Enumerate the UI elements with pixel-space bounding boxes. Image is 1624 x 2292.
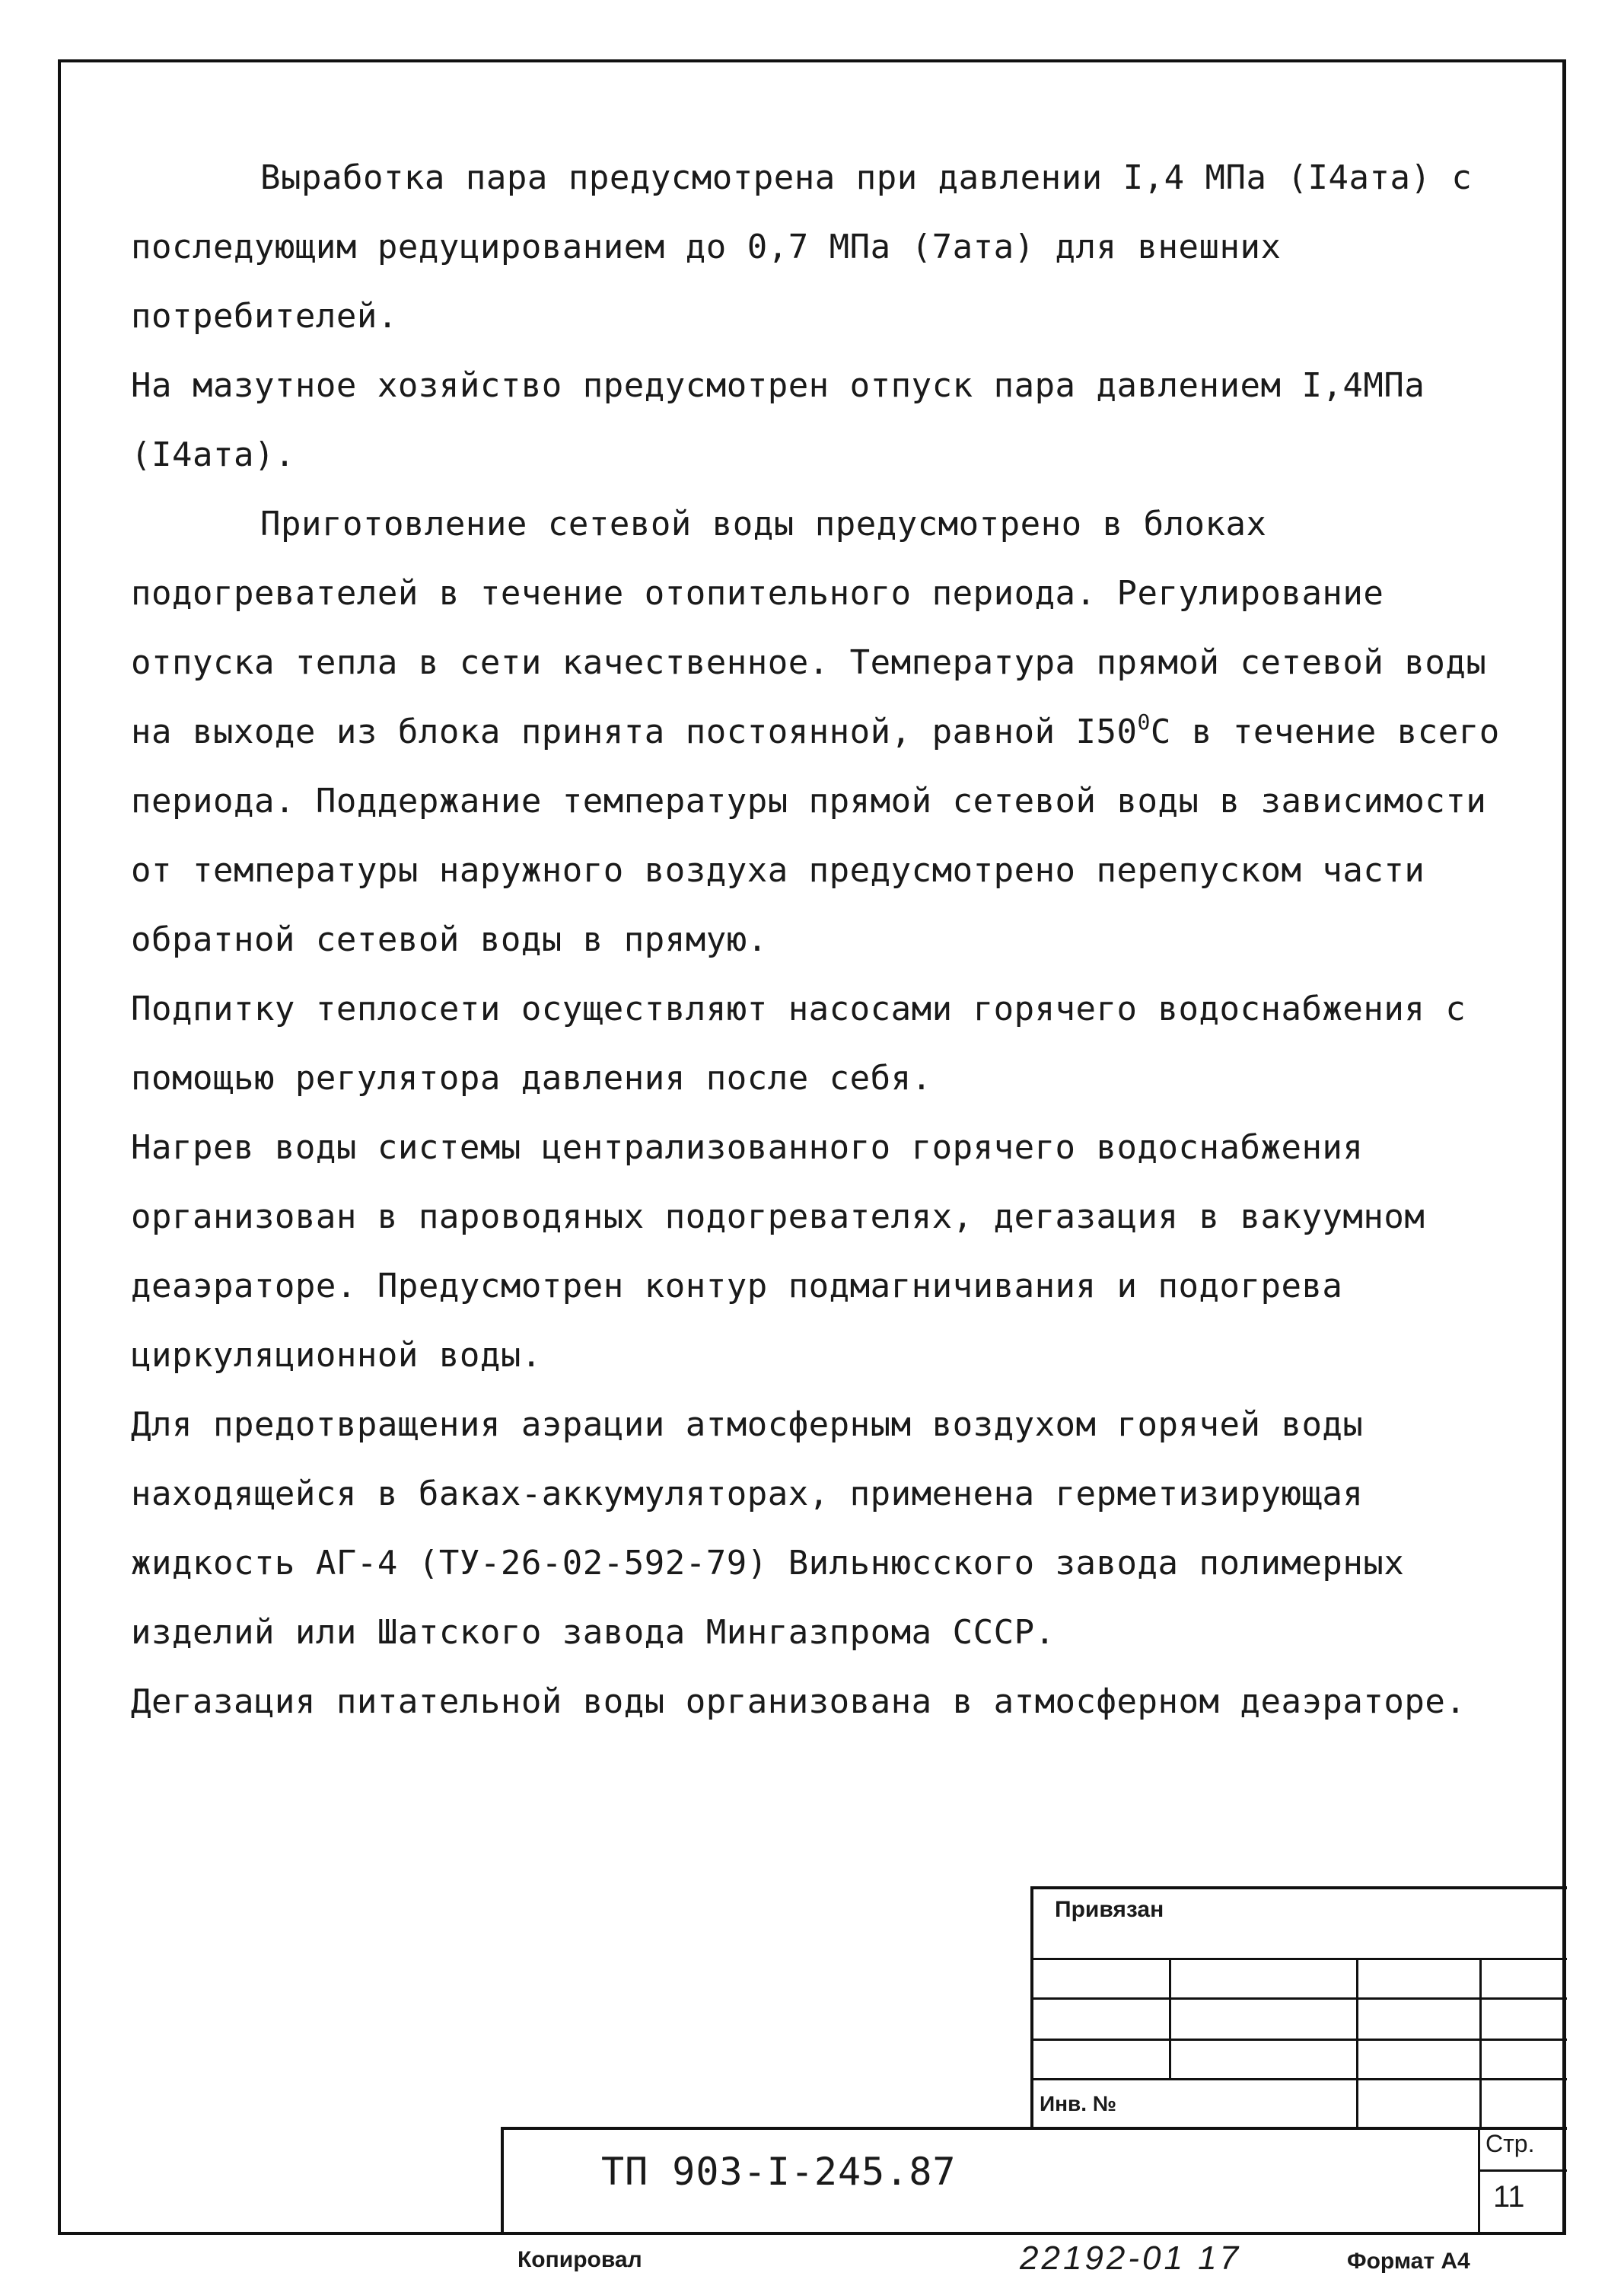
stamp-rule: [1030, 1997, 1567, 2000]
stamp-rule: [1030, 2078, 1567, 2080]
paragraph-aeration: Для предотвращения аэрации атмосферным воздухом горячей воды находящейся в баках-аккумуляторах, применена герметизирующая жидкость АГ-4 (ТУ-26-02-592-79) Вильнюсского завода полимерных изделий или Шатского завода Мингазпрома СССР.: [131, 1405, 1405, 1652]
privyazan-label: Привязан: [1055, 1897, 1164, 1922]
paragraph-feedwater: Дегазация питательной воды организована в атмосферном деаэраторе.: [131, 1682, 1466, 1721]
page-box-rule: [1478, 2169, 1567, 2172]
document-body: [131, 143, 1546, 1736]
paragraph-makeup: Подпитку теплосети осуществляют насосами горячего водоснабжения с помощью регулятора давления после себя.: [131, 990, 1466, 1098]
network-water-text-end: С в течение всего периода. Поддержание температуры прямой сетевой воды в зависимости от температуры наружного воздуха предусмотрено перепуском части обратной сетевой воды в прямую.: [131, 712, 1500, 959]
archive-number: 22192-01 17: [1020, 2239, 1242, 2277]
stamp-divider: [1479, 1958, 1482, 2127]
page-number: 11: [1493, 2180, 1525, 2214]
stamp-rule: [1030, 1958, 1567, 1960]
inventory-number-label: Инв. №: [1040, 2092, 1117, 2115]
network-water-text-start: Приготовление сетевой воды предусмотрено в блоках подогревателей в течение отопительного периода. Регулирование отпуска тепла в сети качественное. Температура прямой сетевой воды на выходе из блока принята постоянной, равной I50: [131, 505, 1487, 751]
paragraph-fuel-oil: На мазутное хозяйство предусмотрен отпуск пара давлением I,4МПа (I4ата).: [131, 366, 1425, 474]
paragraph-network-water: [131, 489, 1546, 974]
stamp-rule: [1030, 2039, 1567, 2041]
stamp-divider: [1169, 1958, 1171, 2078]
paragraph-hot-water-heating: Нагрев воды системы централизованного горячего водоснабжения организован в пароводяных подогревателях, дегазация в вакуумном деаэраторе. Предусмотрен контур подмагничивания и подогрева циркуляционной воды.: [131, 1128, 1425, 1375]
stamp-divider: [1356, 1958, 1358, 2127]
paper-format-label: Формат А4: [1347, 2249, 1470, 2274]
copied-by-label: Копировал: [517, 2247, 642, 2272]
binding-stamp: [1030, 1886, 1567, 2127]
paragraph-steam-production: Выработка пара предусмотрена при давлении I,4 МПа (I4ата) с последующим редуцированием до 0,7 МПа (7ата) для внешних потребителей.: [131, 158, 1473, 336]
page-label: Стр.: [1485, 2130, 1535, 2157]
degree-superscript: 0: [1137, 709, 1151, 735]
document-code: ТП 903-I-245.87: [601, 2150, 957, 2194]
